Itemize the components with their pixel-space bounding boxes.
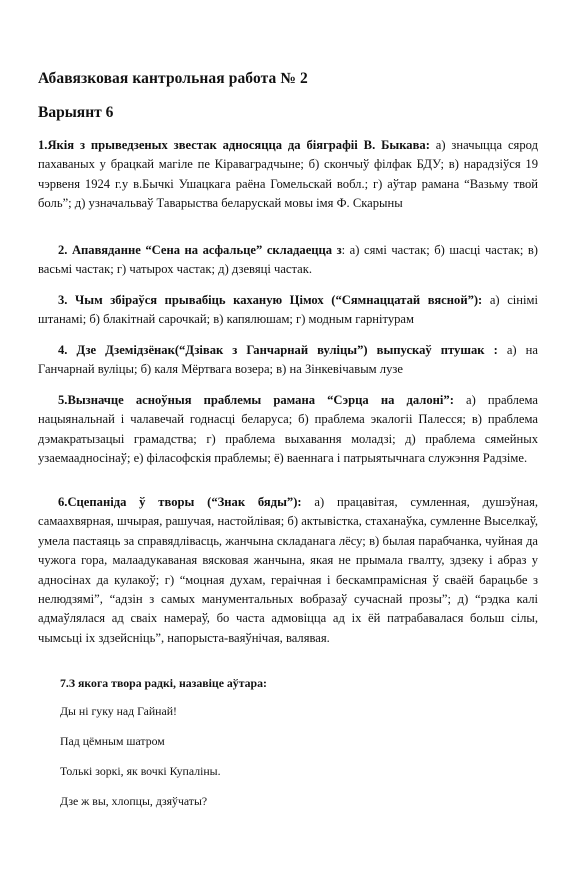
answer-options: а) на Ганчарнай вуліцы; б) каля Мёртвага возера; в) на Зінкевічавым лузе <box>38 343 538 377</box>
question-text: 2. Апавяданне “Сена на асфальце” складаецца з <box>58 243 342 257</box>
question-4 <box>38 341 538 380</box>
question-5 <box>38 391 538 469</box>
question-text: 5.Вызначце асноўныя праблемы рамана “Сэрца на далоні”: <box>58 393 454 407</box>
answer-options: а) працавітая, сумленная, душэўная, самаахвярная, шчырая, рашучая, настойлівая; б) актывістка, стаханаўка, сумленне Выселкаў, умела пастаяць за справядлівасць, жанчына складанага лёсу; в) былая парабчанка, чуйная да чужога гора, малаадукаваная вясковая жанчына, якая не прымала гвалту, здзеку і абраз у адносінах да кулакоў; г) “моцная духам, гераічная і бескампрамісная ў сваёй барацьбе з нелюдзямі”, “адзін з самых манументальных вобразаў сучаснай прозы”; д) “рэдка калі адмаўлялася ад сваіх намераў, бо часта адмовіцца ад іх ёй патрабавалася больш сілы, чымсьці іх здзейсніць”, напорыста-ваяўнічая, валявая. <box>38 495 539 645</box>
poem-line: Дзе ж вы, хлопцы, дзяўчаты? <box>60 794 208 808</box>
answer-options: : а) сямі частак; б) шасці частак; в) васьмі частак; г) чатырох частак; д) дзевяці частак. <box>38 243 538 277</box>
question-text: 4. Дзе Дземідзёнак(“Дзівак з Ганчарнай вуліцы”) выпускаў птушак : <box>58 343 498 357</box>
question-1 <box>38 136 538 214</box>
question-2 <box>38 241 538 280</box>
question-6 <box>38 493 538 648</box>
poem-line: Толькі зоркі, як вочкі Купаліны. <box>60 764 221 778</box>
answer-options: а) сінімі штанамі; б) блакітнай сарочкай; в) капялюшам; г) модным гарнітурам <box>38 293 538 327</box>
question-text: 3. Чым збіраўся прывабіць каханую Цімох (“Сямнаццатай вясной”): <box>58 293 483 307</box>
question-3 <box>38 291 538 330</box>
question-text: 1.Якія з прыведзеных звестак адносяцца да біяграфіі В. Быкава: <box>38 138 430 152</box>
variant-heading: Варыянт 6 <box>38 104 114 121</box>
document-title: Абавязковая кантрольная работа № 2 <box>38 70 308 87</box>
poem-line: Ды ні гуку над Гайнай! <box>60 704 177 718</box>
question-text: 6.Сцепаніда ў творы (“Знак бяды”): <box>58 495 302 509</box>
poem-line: Пад цёмным шатром <box>60 734 165 748</box>
answer-options: а) значыцца сярод пахаваных у брацкай магіле пе Кіраваградчыне; б) скончыў філфак БДУ; в) нарадзіўся 19 чэрвеня 1924 г.у в.Бычкі Ушацкага раёна Гомельскай вобл.; г) аўтар рамана “Вазьму твой боль”; д) узначальваў Таварыства беларускай мовы імя Ф. Скарыны <box>38 138 538 211</box>
answer-options: а) праблема нацыянальнай і чалавечай годнасці беларуса; б) праблема экалогіі Палесся; в) праблема дэмакратызацыі грамадства; г) праблема выхавання моладзі; д) праблема сямейных узаемаадносінаў; е) філасофскія праблемы; ё) ваеннага і патрыятычнага служэння Радзіме. <box>38 393 538 466</box>
question-7: 7.З якога твора радкі, назавіце аўтара: <box>60 676 267 690</box>
